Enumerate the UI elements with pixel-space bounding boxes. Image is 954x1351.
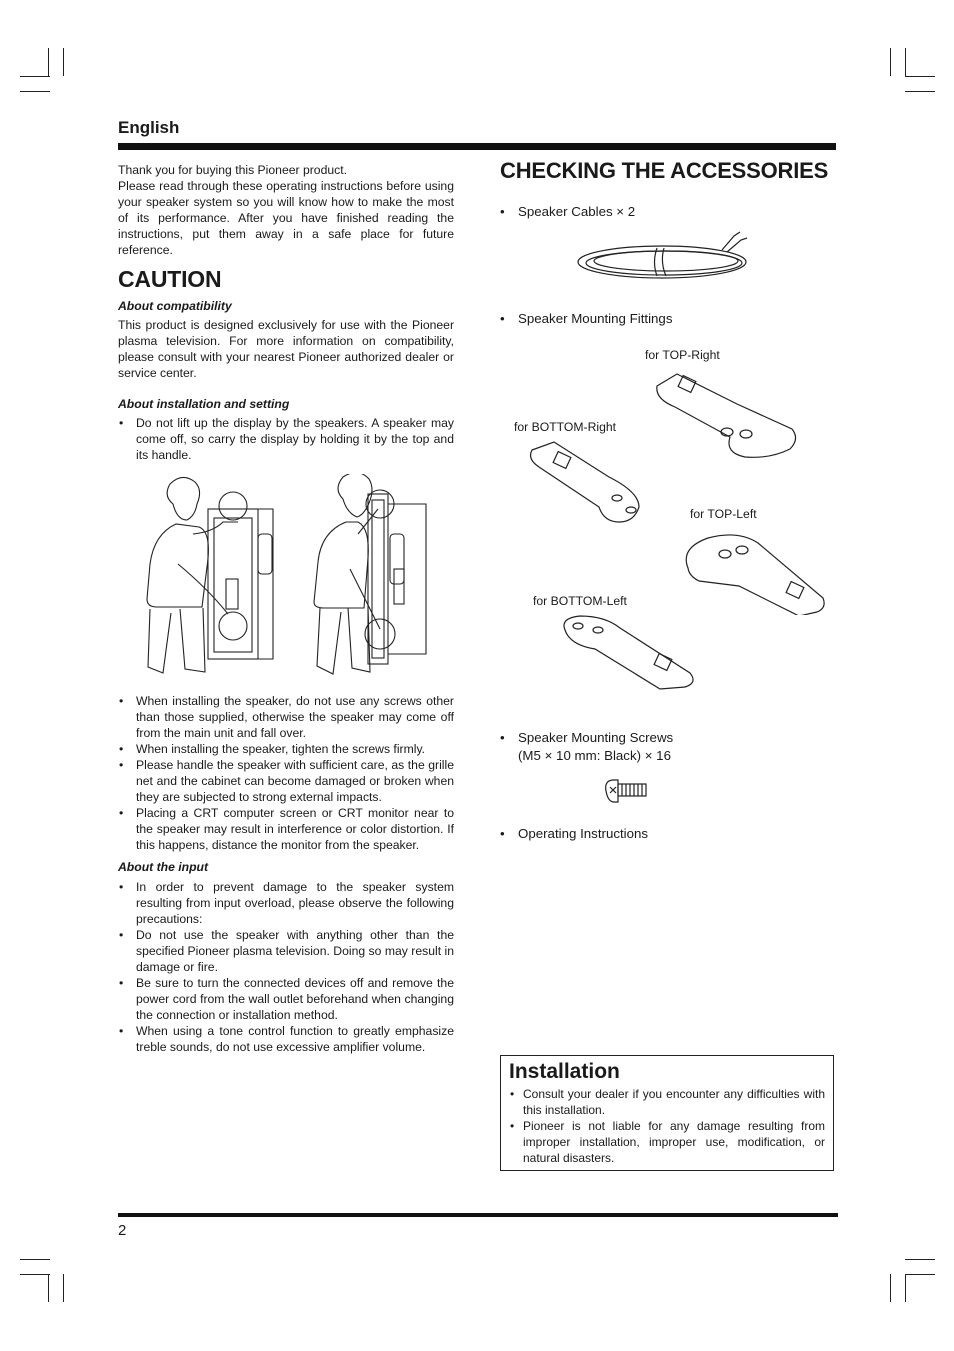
accessory-cables: • Speaker Cables × 2 (500, 204, 636, 219)
list-item: • Do not use the speaker with anything other than the specified Pioneer plasma television. Doing so may result in damage or fire. (118, 927, 454, 975)
left-column (118, 162, 454, 1056)
page-number: 2 (118, 1222, 127, 1239)
header-rule (118, 143, 836, 150)
intro-line-1: Thank you for buying this Pioneer product. (118, 163, 347, 177)
footer-rule (118, 1213, 838, 1217)
accessory-screws: • Speaker Mounting Screws (M5 × 10 mm: Black) × 16 (500, 730, 674, 763)
installation-notes (509, 1086, 825, 1166)
instructions-label: Operating Instructions (518, 826, 649, 841)
caution-heading: CAUTION (118, 265, 222, 292)
accessory-instructions: • Operating Instructions (500, 826, 649, 841)
list-item: • Be sure to turn the connected devices off and remove the power cord from the wall outlet beforehand when changing the connection or installation method. (118, 975, 454, 1023)
list-item: • Do not lift up the display by the speakers. A speaker may come off, so carry the display by holding it by the top and its handle. (118, 415, 454, 463)
compatibility-text: This product is designed exclusively for use with the Pioneer plasma television. For more information on compatibility, please consult with your nearest Pioneer authorized dealer or service center. (118, 317, 454, 381)
input-heading: About the input (118, 860, 209, 875)
list-item: • Please handle the speaker with sufficient care, as the grille net and the cabinet can become damaged or broken when they are subjected to strong external impacts. (118, 757, 454, 805)
fitting-bottom-right-icon (527, 440, 649, 525)
installation-bullets-2 (118, 693, 454, 854)
screw-icon (604, 777, 648, 805)
installation-box (500, 1055, 834, 1171)
label-bottom-left: for BOTTOM-Left (533, 594, 627, 608)
label-top-right: for TOP-Right (645, 348, 720, 362)
intro-text: Please read through these operating instructions before using your speaker system so you will know how to make the most of its performance. After you have finished reading the instructions, put them away in a safe place for future reference. (118, 179, 454, 258)
fitting-top-left-icon (680, 530, 830, 615)
carrying-display-illustration (118, 474, 454, 679)
fittings-label: Speaker Mounting Fittings (518, 311, 673, 326)
screws-spec: (M5 × 10 mm: Black) × 16 (518, 748, 671, 763)
label-bottom-right: for BOTTOM-Right (514, 420, 617, 434)
label-top-left: for TOP-Left (690, 507, 757, 521)
list-item: • In order to prevent damage to the speaker system resulting from input overload, please observe the following precautions: (118, 879, 454, 927)
accessory-fittings: • Speaker Mounting Fittings (500, 311, 673, 326)
compatibility-heading: About compatibility (118, 298, 232, 313)
accessories-heading: CHECKING THE ACCESSORIES (500, 158, 829, 183)
list-item: • When installing the speaker, do not use any screws other than those supplied, otherwise the speaker may come off from the main unit and fall over. (118, 693, 454, 741)
list-item: • Pioneer is not liable for any damage resulting from improper installation, improper use, modification, or natural disasters. (509, 1118, 825, 1166)
language-label: English (118, 118, 180, 137)
screws-label: Speaker Mounting Screws (518, 730, 674, 745)
right-column (500, 158, 836, 202)
cables-label: Speaker Cables × 2 (518, 204, 636, 219)
list-item: • When installing the speaker, tighten the screws firmly. (118, 741, 454, 757)
fitting-bottom-left-icon (560, 612, 702, 692)
installation-setting-heading: About installation and setting (118, 397, 290, 412)
list-item: • Consult your dealer if you encounter any difficulties with this installation. (509, 1086, 825, 1118)
installation-heading: Installation (509, 1060, 620, 1083)
input-bullets (118, 879, 454, 1056)
fitting-top-right-icon (652, 368, 802, 462)
list-item: • When using a tone control function to greatly emphasize treble sounds, do not use excessive amplifier volume. (118, 1023, 454, 1055)
installation-bullets (118, 415, 454, 463)
list-item: • Placing a CRT computer screen or CRT monitor near to the speaker may result in interference or color distortion. If this happens, distance the monitor from the speaker. (118, 805, 454, 853)
speaker-cable-icon (572, 230, 764, 290)
